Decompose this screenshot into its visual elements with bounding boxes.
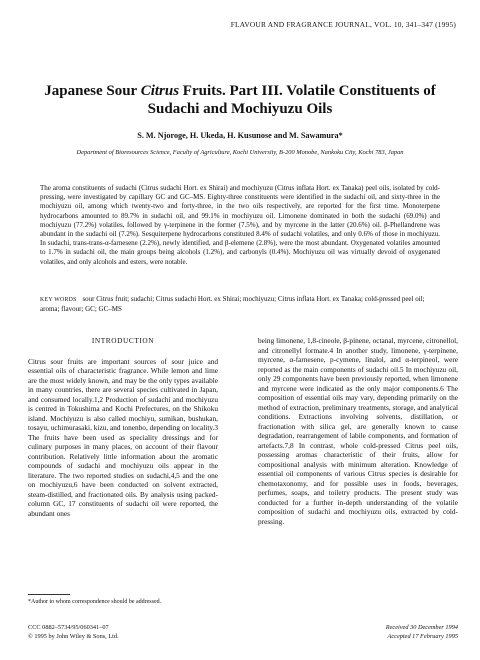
introduction-paragraph-right: being limonene, 1,8-cineole, β-pinene, octanal, myrcene, citronellol, and citronellyl formate.4 In another study, limonene, γ-terpinene, myrcene, α-farnesene, p-cymene, linalol, and α-terpineol, were reported as the main components of sudachi oil.5 In mochiyuzu oil, only 29 components have been previously reported, when limonene and myrcene were indicated as the only major components.6 The composition of essential oils may vary, depending primarily on the method of extraction, preliminary treatments, storage, and analytical conditions. Extractions involving solvents, distillation, or fractionation with silica gel, are generally known to cause degradation, rearrangement of labile components, and formation of artefacts.7,8 In contrast, whole cold-pressed Citrus peel oils, possessing aromas characteristic of their fruits, allow for compositional analysis with minimum alteration. Knowledge of essential oil components of various Citrus species is desirable for chemotaxonomy, and for possible uses in foods, beverages, perfumes, soaps, and toiletry products. The present study was conducted for a further in-depth understanding of the volatile composition of sudachi and mochiyuzu oils, extracted by cold-pressing. (258, 336, 458, 526)
right-column (258, 336, 458, 526)
received-date: Received 30 December 1994 (385, 624, 458, 631)
article-title (40, 82, 440, 118)
correspondence-footnote: *Author to whom correspondence should be addressed. (28, 599, 162, 605)
copyright-line: © 1995 by John Wiley & Sons, Ltd. (28, 632, 119, 640)
journal-header: FLAVOUR AND FRAGRANCE JOURNAL, VOL. 10, 341–347 (1995) (230, 20, 456, 29)
keywords-label: KEY WORDS (40, 297, 77, 303)
dates-block (386, 624, 458, 641)
issn-block (28, 624, 119, 641)
footnote-divider (28, 594, 70, 595)
title-line1-a: Japanese Sour (44, 83, 141, 99)
author-list: S. M. Njoroge, H. Ukeda, H. Kusunose and M. Sawamura* (137, 131, 343, 140)
introduction-paragraph-left: Citrus sour fruits are important sources of sour juice and essential oils of characteristic fragrance. While lemon and lime are the most widely known, and may be the only types available in many countries, there are several species cultivated in Japan, and consumed locally.1,2 Production of sudachi and mochiyuzu is centred in Tokushima and Kochi Prefectures, on the Shikoku island. Mochiyuzu is also called mochiyu, sumikan, bushukan, tosayu, uchimurasaki, kizu, and tonenbo, depending on locality.3 The fruits have been used as speciality dressings and for culinary purposes in many places, on account of their flavour contribution. Relatively little information about the aromatic compounds of sudachi and mochiyuzu oils appear in the literature. The two reported studies on sudachi,4,5 and the one on mochiyuzu,6 have been conducted on solvent extracted, steam-distilled, and fractionated oils. By analysis using packed-column GC, 17 constituents of sudachi oil were reported, the abundant ones (28, 356, 218, 518)
title-line1-italic: Citrus (140, 83, 180, 99)
abstract: The aroma constituents of sudachi (Citrus sudachi Hort. ex Shirai) and mochiyuzu (Citrus inflata Hort. ex Tanaka) peel oils, isolated by cold-pressing, were investigated by capillary GC and GC–MS. Eighty-three constituents were identified in the sudachi oil, and sixty-three in the mochiyuzu oil, among which twenty-two and forty-three, in the two oils respectively, are reported for the first time. Monoterpene hydrocarbons amounted to 89.7% in sudachi oil, and 99.1% in mochiyuzu oil. Limonene dominated in both the sudachi (69.0%) and mochiyuzu (77.2%) volatiles, followed by γ-terpinene in the former (7.5%), and by myrcene in the latter (20.6%) oil. β-Phellandrene was abundant in the sudachi oil (7.2%). Sesquiterpene hydrocarbons constituted 8.4% of sudachi volatiles, and only 0.6% of those in mochiyuzu. In sudachi, trans-trans-α-farnesene (2.2%), newly identified, and β-elemene (2.8%), were the most abundant. Oxygenated volatiles amounted to 1.7% in sudachi oil, the main groups being alcohols (1.2%), and carbonyls (0.4%). Mochiyuzu oil was virtually devoid of oxygenated volatiles, and only alcohols and esters, were notable. (40, 184, 440, 266)
keywords (40, 295, 440, 314)
title-line2: Sudachi and Mochiyuzu Oils (147, 101, 333, 117)
issn-code: CCC 0882–5734/95/060341–07 (28, 624, 109, 631)
keywords-text: sour Citrus fruit; sudachi; Citrus sudachi Hort. ex Shirai; mochiyuzu; Citrus inflata Hort. ex Tanaka; cold-pressed peel oil; aroma; flavour; GC; GC–MS (40, 295, 425, 314)
title-line1-b: Fruits. Part III. Volatile Constituents of (179, 83, 436, 99)
accepted-date: Accepted 17 February 1995 (387, 632, 458, 640)
section-heading-introduction: INTRODUCTION (91, 336, 155, 345)
affiliation: Department of Bioresources Science, Faculty of Agriculture, Kochi University, B-200 Monobe, Nankoku City, Kochi 783, Japan (76, 149, 404, 156)
left-column (28, 336, 218, 518)
